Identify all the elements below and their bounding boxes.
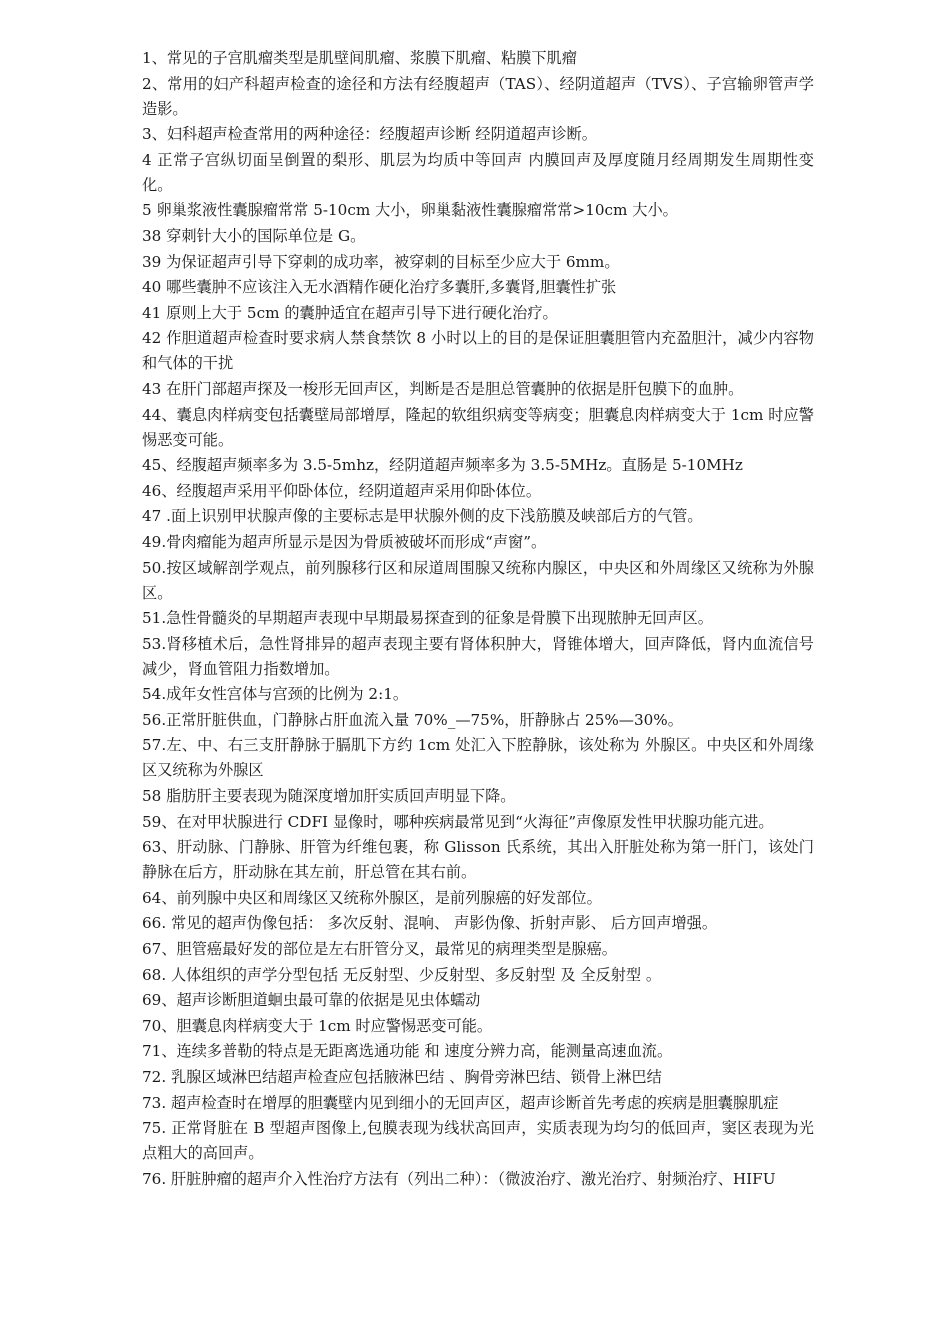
paragraph: 49.骨肉瘤能为超声所显示是因为骨质被破坏而形成“声窗”。 [142,532,547,551]
paragraph: 54.成年女性宫体与宫颈的比例为 2:1。 [142,685,409,704]
paragraph: 75. 正常肾脏在 B 型超声图像上,包膜表现为线状高回声，实质表现为均匀的低回声，窦区表现为光点粗大的高回声。 [142,1119,814,1163]
paragraph: 40 哪些囊肿不应该注入无水酒精作硬化治疗多囊肝,多囊肾,胆囊性扩张 [142,278,617,297]
paragraph: 64、前列腺中央区和周缘区又统称外腺区，是前列腺癌的好发部位。 [142,888,602,907]
paragraph: 39 为保证超声引导下穿刺的成功率，被穿刺的目标至少应大于 6mm。 [142,252,620,271]
paragraph: 3、妇科超声检查常用的两种途径：经腹超声诊断 经阴道超声诊断。 [142,125,597,144]
paragraph: 44、囊息肉样病变包括囊壁局部增厚，隆起的软组织病变等病变；胆囊息肉样病变大于 1cm 时应警惕恶变可能。 [142,405,814,449]
paragraph: 5 卵巢浆液性囊腺瘤常常 5-10cm 大小，卵巢黏液性囊腺瘤常常>10cm 大小。 [142,201,678,220]
paragraph: 53.肾移植术后，急性肾排异的超声表现主要有肾体积肿大，肾锥体增大，回声降低，肾内血流信号减少，肾血管阻力指数增加。 [142,634,814,678]
paragraph: 63、肝动脉、门静脉、肝管为纤维包裹，称 Glisson 氏系统，其出入肝脏处称为第一肝门，该处门静脉在后方，肝动脉在其左前，肝总管在其右前。 [142,838,814,882]
paragraph: 76. 肝脏肿瘤的超声介入性治疗方法有（列出二种）：（微波治疗、激光治疗、射频治疗、HIFU [142,1169,776,1188]
paragraph: 56.正常肝脏供血，门静脉占肝血流入量 70%_—75%，肝静脉占 25%—30%。 [142,710,683,729]
paragraph: 68. 人体组织的声学分型包括 无反射型、少反射型、多反射型 及 全反射型 。 [142,965,662,984]
paragraph: 38 穿刺针大小的国际单位是 G。 [142,226,366,245]
paragraph: 59、在对甲状腺进行 CDFI 显像时，哪种疾病最常见到“火海征”声像原发性甲状腺功能亢进。 [142,812,774,831]
paragraph: 67、胆管癌最好发的部位是左右肝管分叉，最常见的病理类型是腺癌。 [142,940,617,959]
paragraph: 66. 常见的超声伪像包括： 多次反射、混响、 声影伪像、折射声影、 后方回声增强。 [142,914,718,933]
paragraph: 69、超声诊断胆道蛔虫最可靠的依据是见虫体蠕动 [142,991,481,1010]
paragraph: 71、连续多普勒的特点是无距离选通功能 和 速度分辨力高，能测量高速血流。 [142,1042,673,1061]
paragraph: 51.急性骨髓炎的早期超声表现中早期最易探查到的征象是骨膜下出现脓肿无回声区。 [142,609,713,628]
paragraph: 58 脂肪肝主要表现为随深度增加肝实质回声明显下降。 [142,787,516,806]
paragraph: 42 作胆道超声检查时要求病人禁食禁饮 8 小时以上的目的是保证胆囊胆管内充盈胆汁，减少内容物和气体的干扰 [142,329,814,373]
paragraph: 45、经腹超声频率多为 3.5-5mhz，经阴道超声频率多为 3.5-5MHz。直肠是 5-10MHz [142,456,743,475]
document-page [142,46,814,1192]
paragraph: 46、经腹超声采用平仰卧体位，经阴道超声采用仰卧体位。 [142,481,542,500]
paragraph: 50.按区域解剖学观点，前列腺移行区和尿道周围腺又统称内腺区，中央区和外周缘区又统称为外腺区。 [142,558,814,602]
paragraph: 2、常用的妇产科超声检查的途径和方法有经腹超声（TAS）、经阴道超声（TVS）、子宫输卵管声学造影。 [142,74,814,118]
paragraph: 4 正常子宫纵切面呈倒置的梨形、肌层为均质中等回声 内膜回声及厚度随月经周期发生周期性变化。 [142,150,814,194]
paragraph: 73. 超声检查时在增厚的胆囊壁内见到细小的无回声区，超声诊断首先考虑的疾病是胆囊腺肌症 [142,1093,779,1112]
paragraph: 47 .面上识别甲状腺声像的主要标志是甲状腺外侧的皮下浅筋膜及峡部后方的气管。 [142,507,703,526]
paragraph: 41 原则上大于 5cm 的囊肿适宜在超声引导下进行硬化治疗。 [142,303,558,322]
paragraph: 70、胆囊息肉样病变大于 1cm 时应警惕恶变可能。 [142,1016,493,1035]
paragraph: 43 在肝门部超声探及一梭形无回声区，判断是否是胆总管囊肿的依据是肝包膜下的血肿。 [142,379,744,398]
paragraph: 57.左、中、右三支肝静脉于膈肌下方约 1cm 处汇入下腔静脉，该处称为 外腺区。中央区和外周缘区又统称为外腺区 [142,736,814,780]
paragraph: 1、常见的子宫肌瘤类型是肌壁间肌瘤、浆膜下肌瘤、粘膜下肌瘤 [142,49,577,67]
paragraph: 72. 乳腺区域淋巴结超声检查应包括腋淋巴结 、胸骨旁淋巴结、锁骨上淋巴结 [142,1068,662,1086]
